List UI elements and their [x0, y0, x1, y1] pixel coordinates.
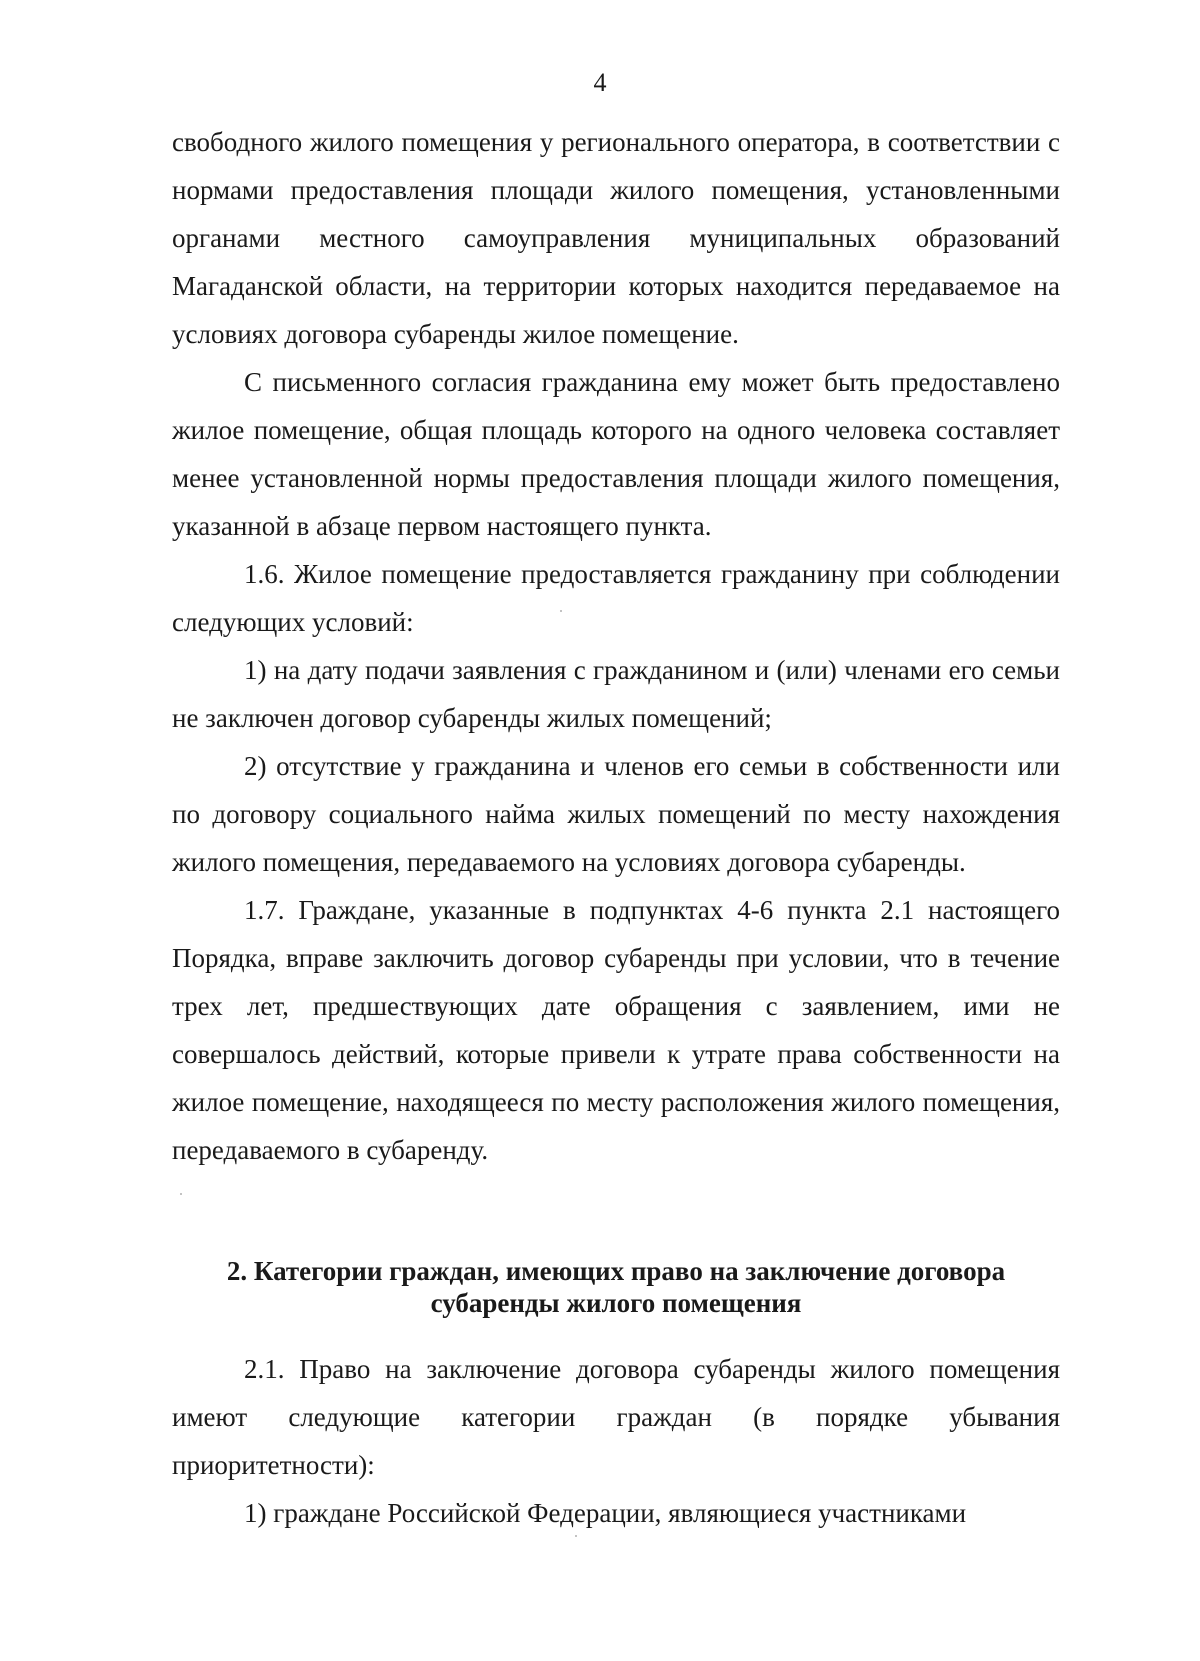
list-item-2: 2) отсутствие у гражданина и членов его семьи в собственности или по договору социального найма жилых помещений по месту нахождения жилого помещения, передаваемого на условиях договора субаренды.: [172, 751, 1060, 877]
section-2-heading: [172, 1255, 1060, 1319]
list-item-2-1-1: 1) граждане Российской Федерации, являющиеся участниками: [244, 1498, 967, 1528]
page-number: 4: [593, 68, 607, 97]
paragraph-1-7: 1.7. Граждане, указанные в подпунктах 4-6 пункта 2.1 настоящего Порядка, вправе заключить договор субаренды при условии, что в течение трех лет, предшествующих дате обращения с заявлением, ими не совершалось действий, которые привели к утрате права собственности на жилое помещение, находящееся по месту расположения жилого помещения, передаваемого в субаренду.: [172, 895, 1060, 1165]
paragraph-2-1: 2.1. Право на заключение договора субаренды жилого помещения имеют следующие категории граждан (в порядке убывания приоритетности):: [172, 1354, 1060, 1480]
paragraph-written-consent: С письменного согласия гражданина ему может быть предоставлено жилое помещение, общая площадь которого на одного человека составляет менее установленной нормы предоставления площади жилого помещения, указанной в абзаце первом настоящего пункта.: [172, 367, 1060, 541]
scan-speck: [560, 610, 562, 612]
scan-speck: [180, 1193, 182, 1195]
list-item-1: 1) на дату подачи заявления с гражданином и (или) членами его семьи не заключен договор субаренды жилых помещений;: [172, 655, 1060, 733]
section-2-body: [172, 1345, 1060, 1537]
paragraph-continuation: свободного жилого помещения у регионального оператора, в соответствии с нормами предоставления площади жилого помещения, установленными органами местного самоуправления муниципальных образований Магаданской области, на территории которых находится передаваемое на условиях договора субаренды жилое помещение.: [172, 127, 1060, 349]
scan-speck: [575, 1535, 577, 1537]
paragraph-1-6: 1.6. Жилое помещение предоставляется гражданину при соблюдении следующих условий:: [172, 559, 1060, 637]
section-2-heading-line-2: субаренды жилого помещения: [430, 1288, 802, 1318]
document-body: [172, 118, 1060, 1174]
section-2-heading-line-1: 2. Категории граждан, имеющих право на заключение договора: [226, 1256, 1006, 1286]
